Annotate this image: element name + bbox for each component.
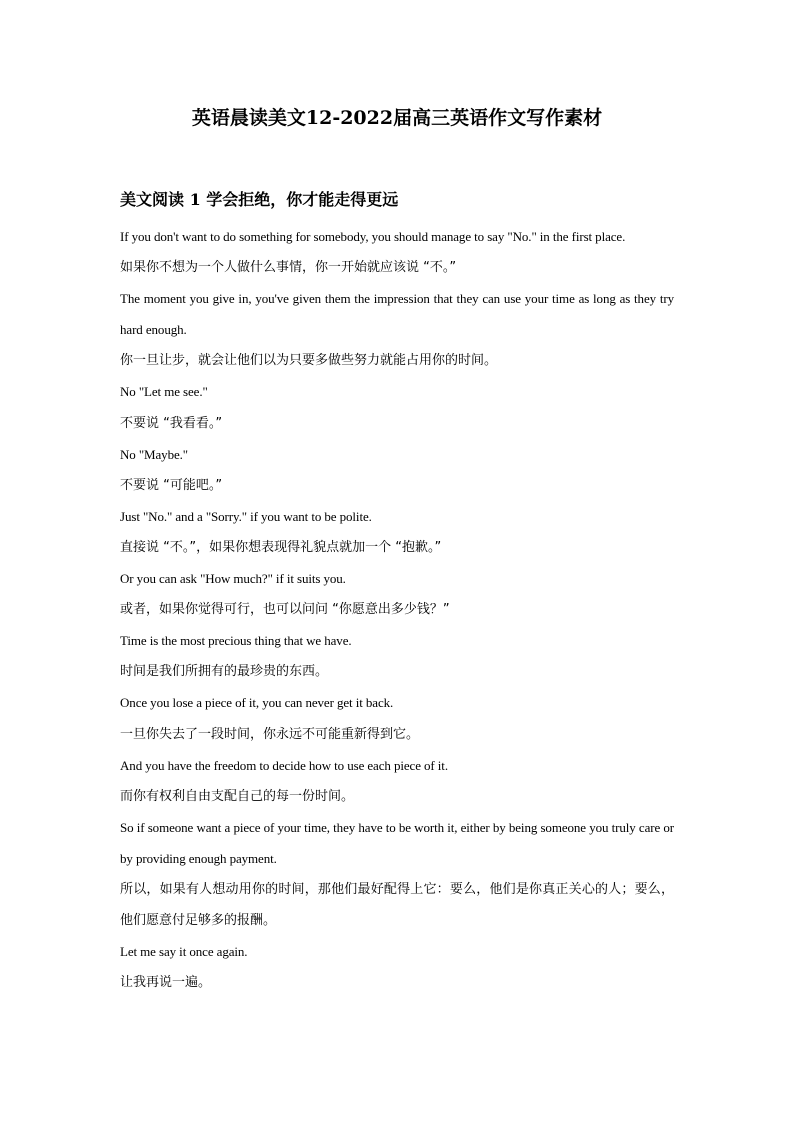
english-sentence: Time is the most precious thing that we have. [120,633,352,649]
chinese-translation: 不要说 “可能吧。” [120,477,223,493]
chinese-translation: 所以，如果有人想动用你的时间，那他们最好配得上它：要么，他们是你真正关心的人；要么，他们愿意付足够多的报酬。 [120,881,674,929]
english-sentence: Or you can ask "How much?" if it suits you. [120,571,346,587]
english-sentence: Just "No." and a "Sorry." if you want to be polite. [120,508,372,524]
chinese-translation: 而你有权利自由支配自己的每一份时间。 [120,788,355,804]
chinese-translation: 一旦你失去了一段时间，你永远不可能重新得到它。 [120,726,420,742]
chinese-translation: 不要说 “我看看。” [120,415,223,431]
section-title: 美文阅读 1 学会拒绝，你才能走得更远 [120,190,399,209]
english-sentence: Let me say it once again. [120,944,248,960]
english-sentence: If you don't want to do something for somebody, you should manage to say "No." in the first place. [120,229,626,244]
english-sentence: No "Let me see." [120,384,208,400]
chinese-translation: 你一旦让步，就会让他们以为只要多做些努力就能占用你的时间。 [120,353,498,369]
chinese-translation: 时间是我们所拥有的最珍贵的东西。 [120,664,329,680]
english-sentence: And you have the freedom to decide how to use each piece of it. [120,757,448,773]
english-sentence: So if someone want a piece of your time, they have to be worth it, either by being someone you truly care or by providing enough payment. [120,819,674,866]
english-sentence: No "Maybe." [120,446,189,462]
english-sentence: Once you lose a piece of it, you can never get it back. [120,695,394,711]
chinese-translation: 让我再说一遍。 [120,975,212,991]
english-sentence: The moment you give in, you've given them the impression that they can use your time as long as they try hard enough. [120,291,674,338]
article-body [120,221,674,998]
chinese-translation: 如果你不想为一个人做什么事情，你一开始就应该说 “不。” [120,260,457,276]
document-title: 英语晨读美文12-2022届高三英语作文写作素材 [191,107,603,129]
chinese-translation: 直接说 “不。”，如果你想表现得礼貌点就加一个 “抱歉。” [120,539,442,555]
chinese-translation: 或者，如果你觉得可行，也可以问问 “你愿意出多少钱？” [120,602,450,618]
